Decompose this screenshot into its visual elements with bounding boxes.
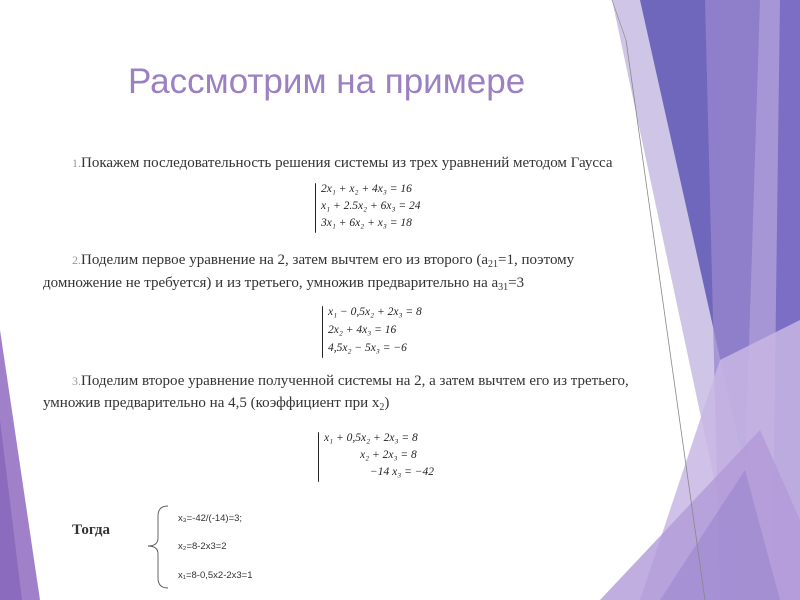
step-2-sub-c: 31	[498, 282, 509, 293]
answer-x2: x₂=8-2x3=2	[178, 541, 227, 552]
step-2-line-2	[43, 272, 524, 299]
system-1-eq-1: 2x₁ + x₂ + 4x₃ = 16	[321, 183, 412, 195]
slide-title: Рассмотрим на примере	[128, 62, 526, 101]
system-3	[324, 431, 434, 480]
step-2-text-c: домножение не требуется) и из третьего, умножив предварительно на а	[43, 275, 499, 291]
step-3-sub-b: 2	[379, 402, 385, 413]
step-2-text-a: Поделим первое уравнение на 2, затем вычтем его из второго (а	[81, 252, 488, 268]
step-1-text: Покажем последовательность решения системы из трех уравнений методом Гаусса	[81, 155, 613, 171]
step-2-number: 2.	[72, 253, 81, 267]
step-3-text-c: )	[384, 395, 390, 411]
system-2-brace	[322, 306, 323, 358]
system-1	[321, 182, 420, 231]
step-3-text-b: умножив предварительно на 4,5 (коэффициент при х	[43, 395, 380, 411]
step-2-sub-a: 21	[487, 259, 498, 270]
step-3-text-a: Поделим второе уравнение полученной системы на 2, а затем вычтем его из третьего,	[81, 373, 629, 389]
answers-brace	[140, 500, 180, 595]
system-2	[328, 305, 422, 356]
step-3	[72, 370, 752, 392]
step-2-text-b: =1, поэтому	[497, 252, 575, 268]
system-3-eq-3: −14 x₃ = −42	[370, 466, 435, 478]
system-3-eq-1: x₁ + 0,5x₂ + 2x₃ = 8	[324, 432, 418, 444]
step-2-text-d: =3	[508, 275, 525, 291]
step-3-line-2	[43, 392, 389, 419]
step-3-number: 3.	[72, 374, 81, 388]
system-2-eq-1: x₁ − 0,5x₂ + 2x₃ = 8	[328, 306, 422, 318]
system-1-eq-3: 3x₁ + 6x₂ + x₃ = 18	[321, 217, 412, 229]
system-3-eq-2: x₂ + 2x₃ = 8	[360, 449, 417, 461]
system-1-brace	[315, 183, 316, 233]
step-1-number: 1.	[72, 156, 81, 170]
answer-x1: x₁=8-0,5x2-2x3=1	[178, 570, 253, 581]
answer-x3: x₃=-42/(-14)=3;	[178, 513, 243, 524]
step-1	[72, 152, 613, 174]
system-2-eq-3: 4,5x₂ − 5x₃ = −6	[328, 342, 407, 354]
system-1-eq-2: x₁ + 2.5x₂ + 6x₃ = 24	[321, 200, 421, 212]
then-label: Тогда	[72, 522, 110, 538]
system-2-eq-2: 2x₂ + 4x₃ = 16	[328, 324, 397, 336]
system-3-brace	[318, 432, 319, 482]
